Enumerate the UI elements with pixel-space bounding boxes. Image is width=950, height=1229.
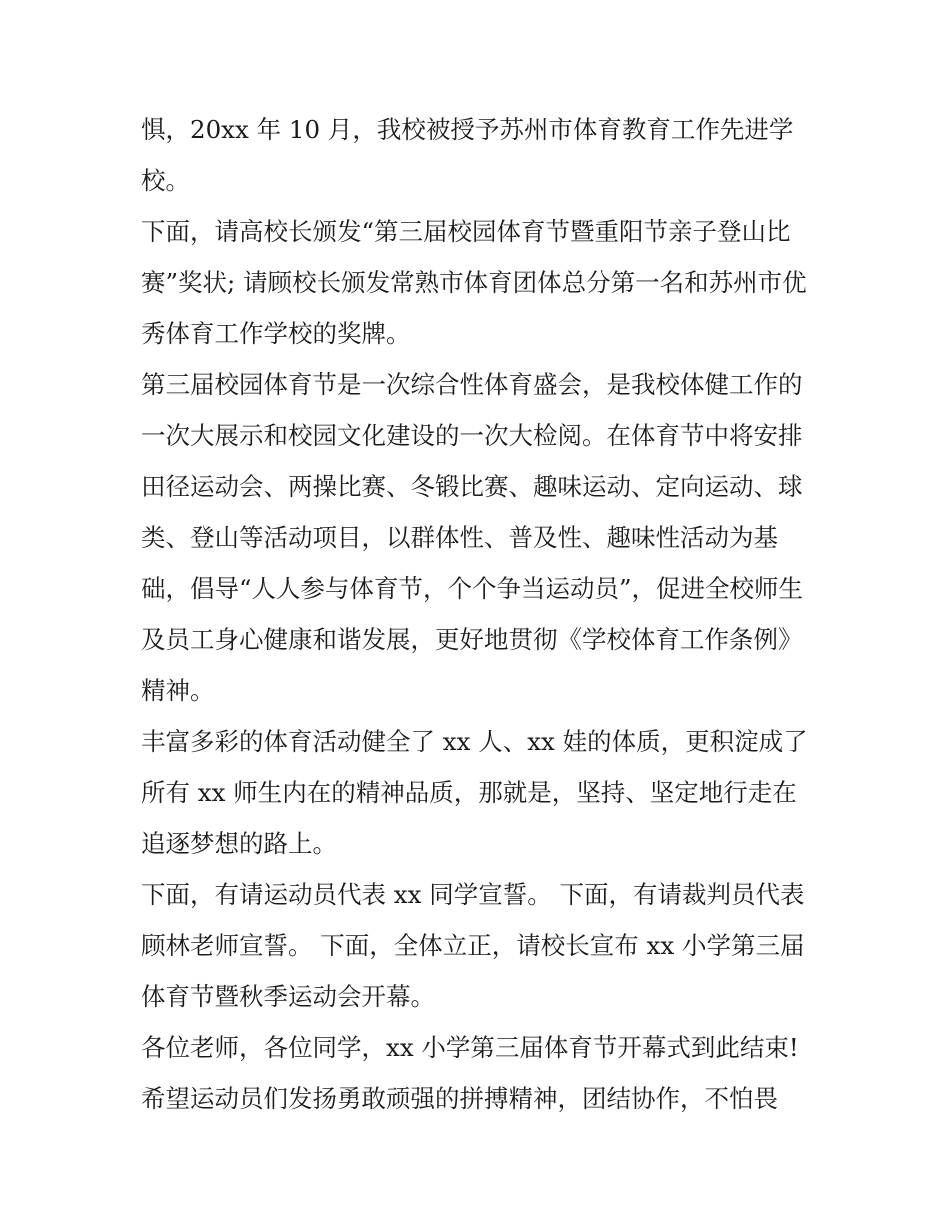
text-line: 类、登山等活动项目，以群体性、普及性、趣味性活动为基: [141, 523, 778, 552]
text-line: 惧，20xx 年 10 月，我校被授予苏州市体育教育工作先进学: [141, 115, 794, 144]
paragraph-3: [141, 359, 821, 716]
paragraph-4: [141, 716, 821, 869]
paragraph-1: [141, 104, 821, 206]
text-line: 希望运动员们发扬勇敢顽强的拼搏精神，团结协作，不怕畏: [141, 1084, 778, 1113]
text-line: 及员工身心健康和谐发展，更好地贯彻《学校体育工作条例》: [141, 625, 803, 654]
text-line: 顾林老师宣誓。 下面，全体立正，请校长宣布 xx 小学第三届: [141, 931, 805, 960]
text-line: 所有 xx 师生内在的精神品质，那就是，坚持、坚定地行走在: [141, 778, 797, 807]
paragraph-5: [141, 869, 821, 1022]
paragraph-6: [141, 1022, 821, 1124]
text-line: 田径运动会、两操比赛、冬锻比赛、趣味运动、定向运动、球: [141, 472, 803, 501]
text-line: 各位老师，各位同学，xx 小学第三届体育节开幕式到此结束!: [141, 1033, 799, 1062]
text-line: 一次大展示和校园文化建设的一次大检阅。在体育节中将安排: [141, 421, 803, 450]
text-line: 下面，有请运动员代表 xx 同学宣誓。 下面，有请裁判员代表: [141, 880, 805, 909]
text-line: 追逐梦想的路上。: [141, 829, 337, 858]
text-line: 第三届校园体育节是一次综合性体育盛会，是我校体健工作的: [141, 370, 803, 399]
text-line: 丰富多彩的体育活动健全了 xx 人、xx 娃的体质，更积淀成了: [141, 727, 808, 756]
document-body: [141, 104, 821, 1124]
text-line: 秀体育工作学校的奖牌。: [141, 319, 411, 348]
text-line: 础，倡导“人人参与体育节，个个争当运动员”，促进全校师生: [141, 574, 804, 603]
paragraph-2: [141, 206, 821, 359]
text-line: 校。: [141, 166, 190, 195]
text-line: 体育节暨秋季运动会开幕。: [141, 982, 435, 1011]
text-line: 下面，请高校长颁发“第三届校园体育节暨重阳节亲子登山比: [141, 217, 791, 246]
text-line: 精神。: [141, 676, 215, 705]
text-line: 赛”奖状; 请顾校长颁发常熟市体育团体总分第一名和苏州市优: [141, 268, 807, 297]
